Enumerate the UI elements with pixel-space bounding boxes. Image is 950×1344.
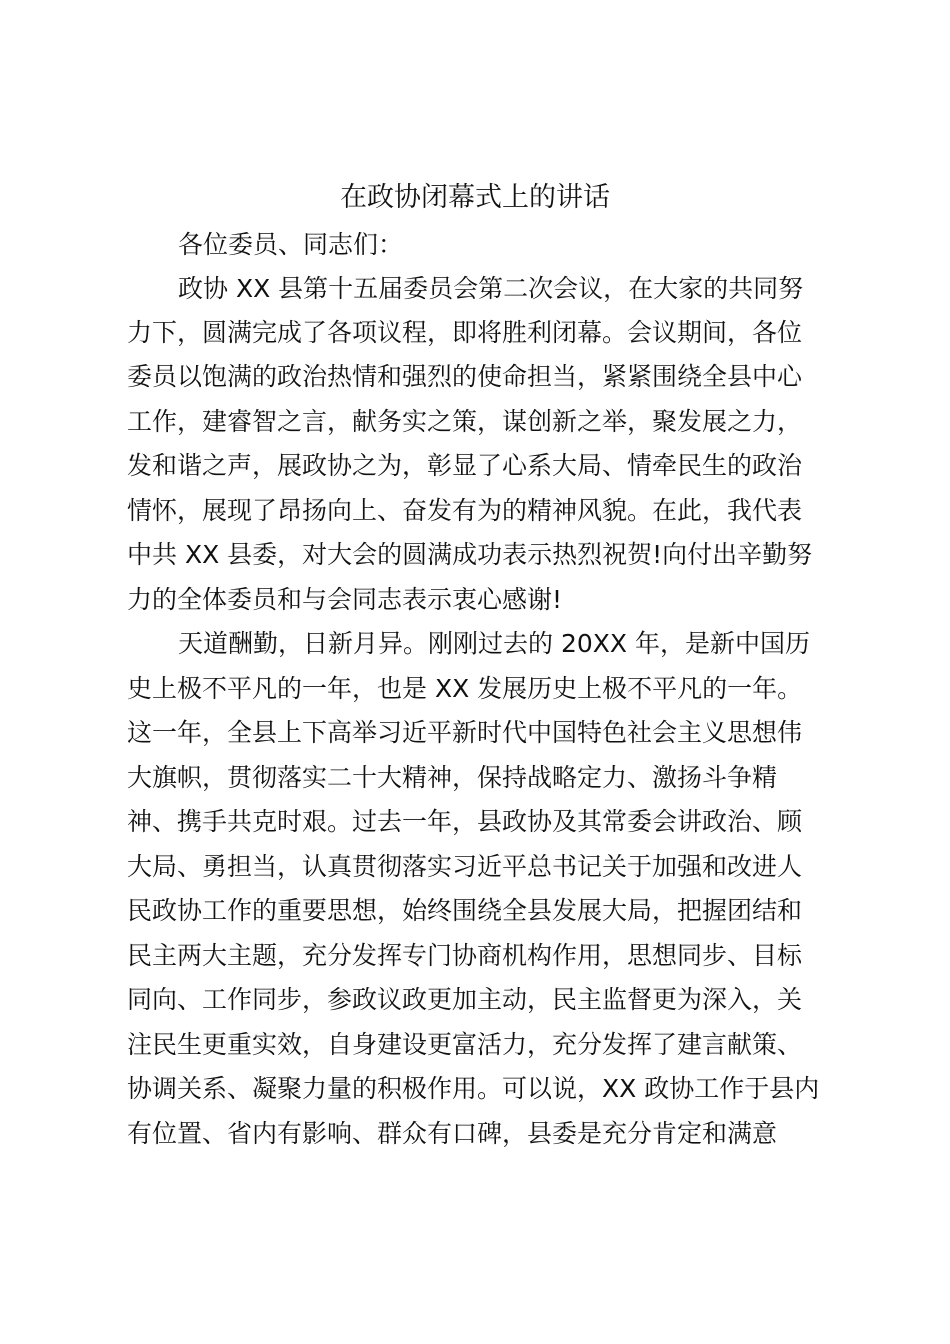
text-line: 工作，建睿智之言，献务实之策，谋创新之举，聚发展之力，	[127, 407, 803, 436]
text-line: 发和谐之声，展政协之为，彰显了心系大局、情牵民生的政治	[127, 451, 803, 480]
text-line: 大旗帜，贯彻落实二十大精神，保持战略定力、激扬斗争精	[127, 763, 778, 792]
text-line: 史上极不平凡的一年，也是 XX 发展历史上极不平凡的一年。	[127, 674, 803, 703]
text-line: 天道酬勤，日新月异。刚刚过去的 20XX 年，是新中国历	[178, 629, 810, 658]
text-line: 力下，圆满完成了各项议程，即将胜利闭幕。会议期间，各位	[127, 318, 803, 347]
text-line: 委员以饱满的政治热情和强烈的使命担当，紧紧围绕全县中心	[127, 362, 803, 391]
text-line: 注民生更重实效，自身建设更富活力，充分发挥了建言献策、	[127, 1030, 803, 1059]
text-line: 神、携手共克时艰。过去一年，县政协及其常委会讲政治、顾	[127, 807, 803, 836]
text-line: 民主两大主题，充分发挥专门协商机构作用，思想同步、目标	[127, 941, 803, 970]
document-title: 在政协闭幕式上的讲话	[340, 182, 610, 213]
text-line: 同向、工作同步，参政议政更加主动，民主监督更为深入，关	[127, 985, 803, 1014]
salutation-line: 各位委员、同志们：	[178, 230, 404, 259]
text-line: 大局、勇担当，认真贯彻落实习近平总书记关于加强和改进人	[127, 852, 803, 881]
text-line: 有位置、省内有影响、群众有口碑，县委是充分肯定和满意	[127, 1119, 778, 1148]
text-line: 中共 XX 县委，对大会的圆满成功表示热烈祝贺!向付出辛勤努	[127, 540, 813, 569]
text-line: 民政协工作的重要思想，始终围绕全县发展大局，把握团结和	[127, 896, 803, 925]
text-line: 这一年，全县上下高举习近平新时代中国特色社会主义思想伟	[127, 718, 803, 747]
text-line: 协调关系、凝聚力量的积极作用。可以说，XX 政协工作于县内	[127, 1074, 820, 1103]
text-line: 政协 XX 县第十五届委员会第二次会议，在大家的共同努	[178, 274, 804, 303]
text-line: 力的全体委员和与会同志表示衷心感谢!	[127, 585, 563, 614]
text-line: 情怀，展现了昂扬向上、奋发有为的精神风貌。在此，我代表	[127, 496, 803, 525]
